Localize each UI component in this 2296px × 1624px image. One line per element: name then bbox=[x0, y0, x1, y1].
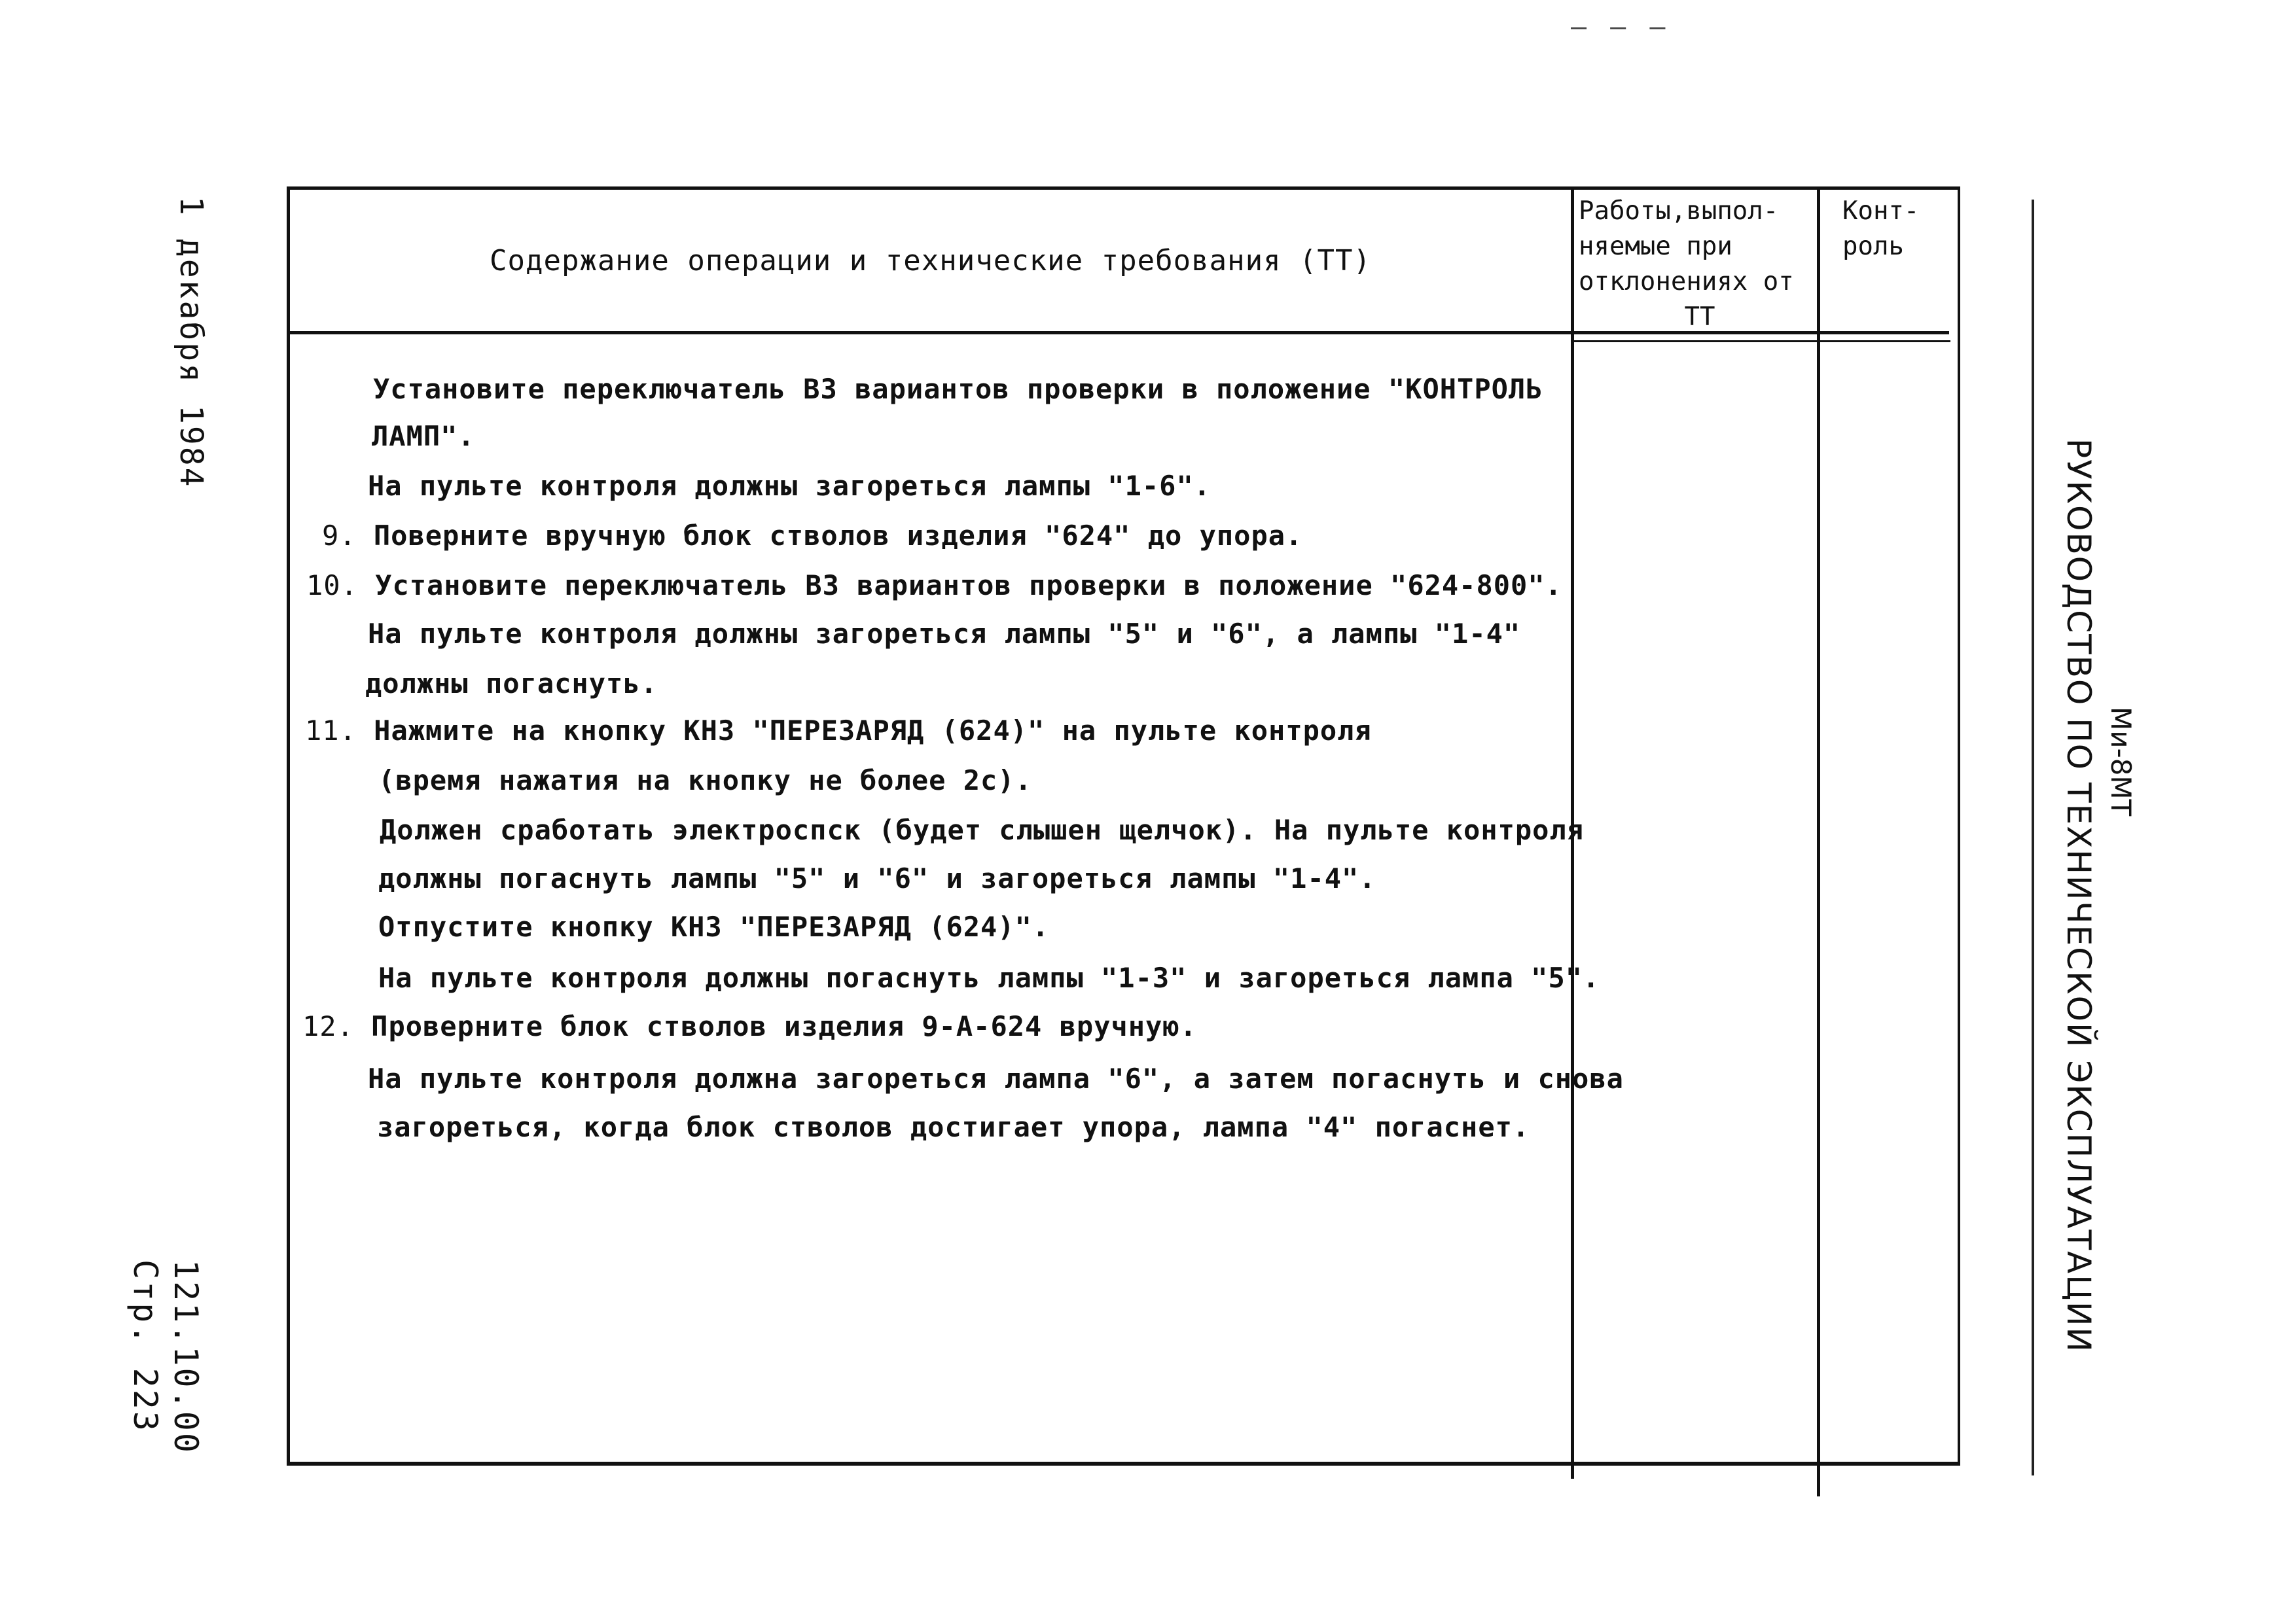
text-line bbox=[365, 667, 658, 699]
text-line bbox=[368, 618, 1520, 650]
line-text: Проверните блок стволов изделия 9-А-624 вручную. bbox=[371, 1010, 1197, 1042]
aircraft-model: Ми-8МТ bbox=[2105, 707, 2137, 817]
works-header-line: Работы,выпол- bbox=[1579, 196, 1779, 226]
line-text: На пульте контроля должны погаснуть лампы "1-3" и загореться лампа "5". bbox=[378, 962, 1600, 994]
text-line bbox=[377, 1111, 1530, 1143]
page-number: Стр. 223 bbox=[126, 1260, 164, 1433]
text-line bbox=[378, 962, 1600, 994]
step-number: 12. bbox=[302, 1010, 354, 1042]
text-line bbox=[306, 569, 1562, 601]
line-text: На пульте контроля должны загореться лампы "5" и "6", а лампы "1-4" bbox=[368, 618, 1521, 650]
line-text: Отпустите кнопку КН3 "ПЕРЕЗАРЯД (624)". bbox=[378, 911, 1050, 943]
line-text: Установите переключатель В3 вариантов проверки в положение "624-800". bbox=[375, 569, 1562, 601]
header-control-column bbox=[1842, 194, 1954, 264]
right-margin-rule bbox=[2032, 200, 2034, 1475]
line-text: Нажмите на кнопку КН3 "ПЕРЕЗАРЯД (624)" на пульте контроля bbox=[374, 715, 1372, 747]
works-header-line: отклонениях от bbox=[1579, 267, 1794, 296]
manual-title: РУКОВОДСТВО ПО ТЕХНИЧЕСКОЙ ЭКСПЛУАТАЦИИ bbox=[2060, 438, 2098, 1353]
step-number: 10. bbox=[306, 569, 358, 601]
line-text: загореться, когда блок стволов достигает упора, лампа "4" погаснет. bbox=[377, 1111, 1530, 1143]
control-header-line: Конт- bbox=[1842, 196, 1920, 226]
text-line bbox=[378, 911, 1049, 943]
text-line bbox=[368, 1063, 1624, 1095]
text-line bbox=[372, 420, 475, 452]
issue-date: 1 декабря 1984 bbox=[173, 196, 209, 489]
step-number: 9. bbox=[322, 520, 357, 552]
step-number: 11. bbox=[305, 715, 357, 747]
line-text: На пульте контроля должна загореться лампа "6", а затем погаснуть и снова bbox=[368, 1063, 1624, 1095]
line-text: должны погаснуть лампы "5" и "6" и загореться лампы "1-4". bbox=[378, 862, 1376, 894]
header-divider-secondary bbox=[1571, 340, 1950, 342]
top-mark: – – – bbox=[1571, 12, 1670, 42]
works-header-line: ТТ bbox=[1684, 302, 1715, 332]
control-header-line: роль bbox=[1842, 232, 1904, 261]
line-text: ЛАМП". bbox=[372, 420, 475, 452]
line-text: должны погаснуть. bbox=[365, 667, 658, 699]
text-line bbox=[368, 470, 1211, 502]
header-content-title: Содержание операции и технические требования (ТТ) bbox=[489, 243, 1372, 277]
text-line bbox=[302, 1010, 1197, 1042]
line-text: Установите переключатель В3 вариантов проверки в положение "КОНТРОЛЬ bbox=[373, 373, 1543, 405]
document-number: 121.10.00 bbox=[167, 1260, 205, 1455]
text-line bbox=[322, 520, 1302, 552]
text-line bbox=[380, 814, 1584, 846]
header-works-column bbox=[1579, 194, 1821, 335]
text-line bbox=[305, 715, 1372, 747]
line-text: Поверните вручную блок стволов изделия "624" до упора. bbox=[373, 520, 1303, 552]
text-line bbox=[378, 764, 1032, 796]
text-line bbox=[373, 373, 1543, 405]
text-line bbox=[378, 862, 1376, 894]
document-number-block bbox=[125, 1260, 206, 1455]
works-header-line: няемые при bbox=[1579, 232, 1732, 261]
column-divider-control bbox=[1817, 186, 1820, 1496]
line-text: (время нажатия на кнопку не более 2с). bbox=[378, 764, 1032, 796]
line-text: На пульте контроля должны загореться лампы "1-6". bbox=[368, 470, 1211, 502]
line-text: Должен сработать электроспск (будет слышен щелчок). На пульте контроля bbox=[380, 814, 1585, 846]
